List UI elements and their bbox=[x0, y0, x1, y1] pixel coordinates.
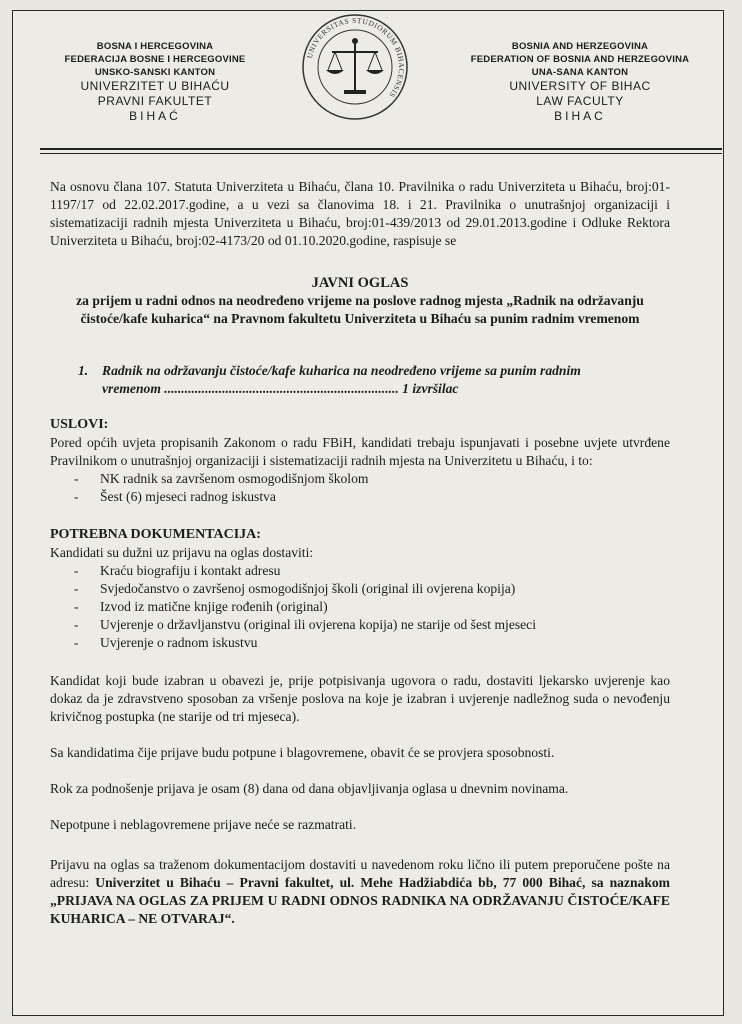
position-entry bbox=[78, 362, 670, 398]
header-left-canton: UNSKO-SANSKI KANTON bbox=[94, 67, 216, 78]
header-right-university: UNIVERSITY OF BIHAC bbox=[509, 79, 651, 93]
documents-heading: POTREBNA DOKUMENTACIJA: bbox=[50, 527, 261, 542]
announcement-subtitle: za prijem u radni odnos na neodređeno vrijeme na poslove radnog mjesta „Radnik na održavanju čistoće/kafe kuharica“ na Pravnom fakultetu Univerziteta u Bihaću sa punim radnim vremenom bbox=[76, 293, 644, 326]
header-divider-thin bbox=[40, 153, 722, 154]
position-number: 1. bbox=[78, 363, 89, 378]
header-left-federation: FEDERACIJA BOSNE I HERCEGOVINE bbox=[64, 54, 246, 65]
announcement-title: JAVNI OGLAS bbox=[311, 275, 409, 291]
intro-paragraph: Na osnovu člana 107. Statuta Univerziteta u Bihaću, člana 10. Pravilnika o radu Univerziteta u Bihaću, broj:01-1197/17 od 22.02.2017.godine, a u vezi sa članovima 18. i 21. Pravilnika o unutrašnjoj organizaciji i sistematizaciji radnih mjesta Univerziteta u Bihaću, broj:01-439/2013 od 29.01.2013.godine i Odluke Rektora Univerziteta u Bihaću, broj:02-4173/20 od 01.10.2020.godine, raspisuje se bbox=[50, 179, 670, 248]
header-left-country: BOSNA I HERCEGOVINA bbox=[96, 41, 214, 52]
header-right-federation: FEDERATION OF BOSNIA AND HERZEGOVINA bbox=[470, 54, 690, 65]
header-right-block bbox=[455, 40, 705, 124]
header-right-country: BOSNIA AND HERZEGOVINA bbox=[511, 41, 649, 52]
list-item: - Kraću biografiju i kontakt adresu bbox=[74, 562, 670, 580]
document-body bbox=[50, 178, 670, 942]
submission-text: Prijavu na oglas sa traženom dokumentacijom dostaviti u navedenom roku lično ili putem preporučene pošte na adresu: bbox=[50, 857, 670, 890]
position-line-1: Radnik na održavanju čistoće/kafe kuharica na neodređeno vrijeme sa punim radnim bbox=[102, 363, 581, 378]
header-left-city: BIHAĆ bbox=[129, 109, 181, 123]
list-item: - Uvjerenje o radnom iskustvu bbox=[74, 634, 670, 652]
header-divider-thick bbox=[40, 148, 722, 150]
position-line-2: vremenom ..................................................................... 1 izvršilac bbox=[102, 381, 459, 396]
list-item: - Izvod iz matične knjige rođenih (original) bbox=[74, 598, 670, 616]
header-left-university: UNIVERZITET U BIHAĆU bbox=[80, 79, 230, 93]
deadline-paragraph: Rok za podnošenje prijava je osam (8) dana od dana objavljivanja oglasa u dnevnim novinama. bbox=[50, 781, 569, 796]
conditions-list bbox=[50, 470, 670, 506]
documents-list bbox=[50, 562, 670, 652]
header-left-faculty: PRAVNI FAKULTET bbox=[97, 94, 213, 108]
submission-address: Univerzitet u Bihaću – Pravni fakultet, ul. Mehe Hadžiabdića bb, 77 000 Bihać, sa naznakom „PRIJAVA NA OGLAS ZA PRIJEM U RADNI ODNOS RADNIKA NA ODRŽAVANJU ČISTOĆE/KAFE KUHARICA – NE OTVARAJ“. bbox=[50, 875, 670, 926]
conditions-text: Pored općih uvjeta propisanih Zakonom o radu FBiH, kandidati trebaju ispunjavati i posebne uvjete utvrđene Pravilnikom o unutrašnjoj organizaciji i sistematizaciji radnih mjesta na Univerzitetu u Bihaću, i to: bbox=[50, 435, 670, 468]
documents-text: Kandidati su dužni uz prijavu na oglas dostaviti: bbox=[50, 545, 314, 560]
medical-paragraph: Kandidat koji bude izabran u obavezi je, prije potpisivanja ugovora o radu, dostaviti ljekarsko uvjerenje kao dokaz da je zdravstveno sposoban za vršenje poslova na koje je izabran i uvjerenje nadležnog suda o nevođenju krivičnog postupka (ne starije od tri mjeseca). bbox=[50, 673, 670, 724]
header-left-block bbox=[30, 40, 280, 124]
list-item: - Uvjerenje o državljanstvu (original ili ovjerena kopija) ne starije od šest mjeseci bbox=[74, 616, 670, 634]
header-right-canton: UNA-SANA KANTON bbox=[531, 67, 629, 78]
list-item: - Svjedočanstvo o završenoj osmogodišnjoj školi (original ili ovjerena kopija) bbox=[74, 580, 670, 598]
university-seal-icon bbox=[300, 12, 410, 122]
header-right-city: BIHAC bbox=[554, 109, 606, 123]
list-item: - NK radnik sa završenom osmogodišnjom školom bbox=[74, 470, 670, 488]
conditions-heading: USLOVI: bbox=[50, 417, 109, 432]
header-right-faculty: LAW FACULTY bbox=[536, 94, 624, 108]
incomplete-paragraph: Nepotpune i neblagovremene prijave neće se razmatrati. bbox=[50, 817, 357, 832]
list-item: - Šest (6) mjeseci radnog iskustva bbox=[74, 488, 670, 506]
svg-text:UNIVERSITAS STUDIORUM BIHACENS: UNIVERSITAS STUDIORUM BIHACENSIS bbox=[304, 15, 407, 100]
check-paragraph: Sa kandidatima čije prijave budu potpune i blagovremene, obavit će se provjera sposobnosti. bbox=[50, 745, 555, 760]
submission-paragraph bbox=[50, 856, 670, 928]
